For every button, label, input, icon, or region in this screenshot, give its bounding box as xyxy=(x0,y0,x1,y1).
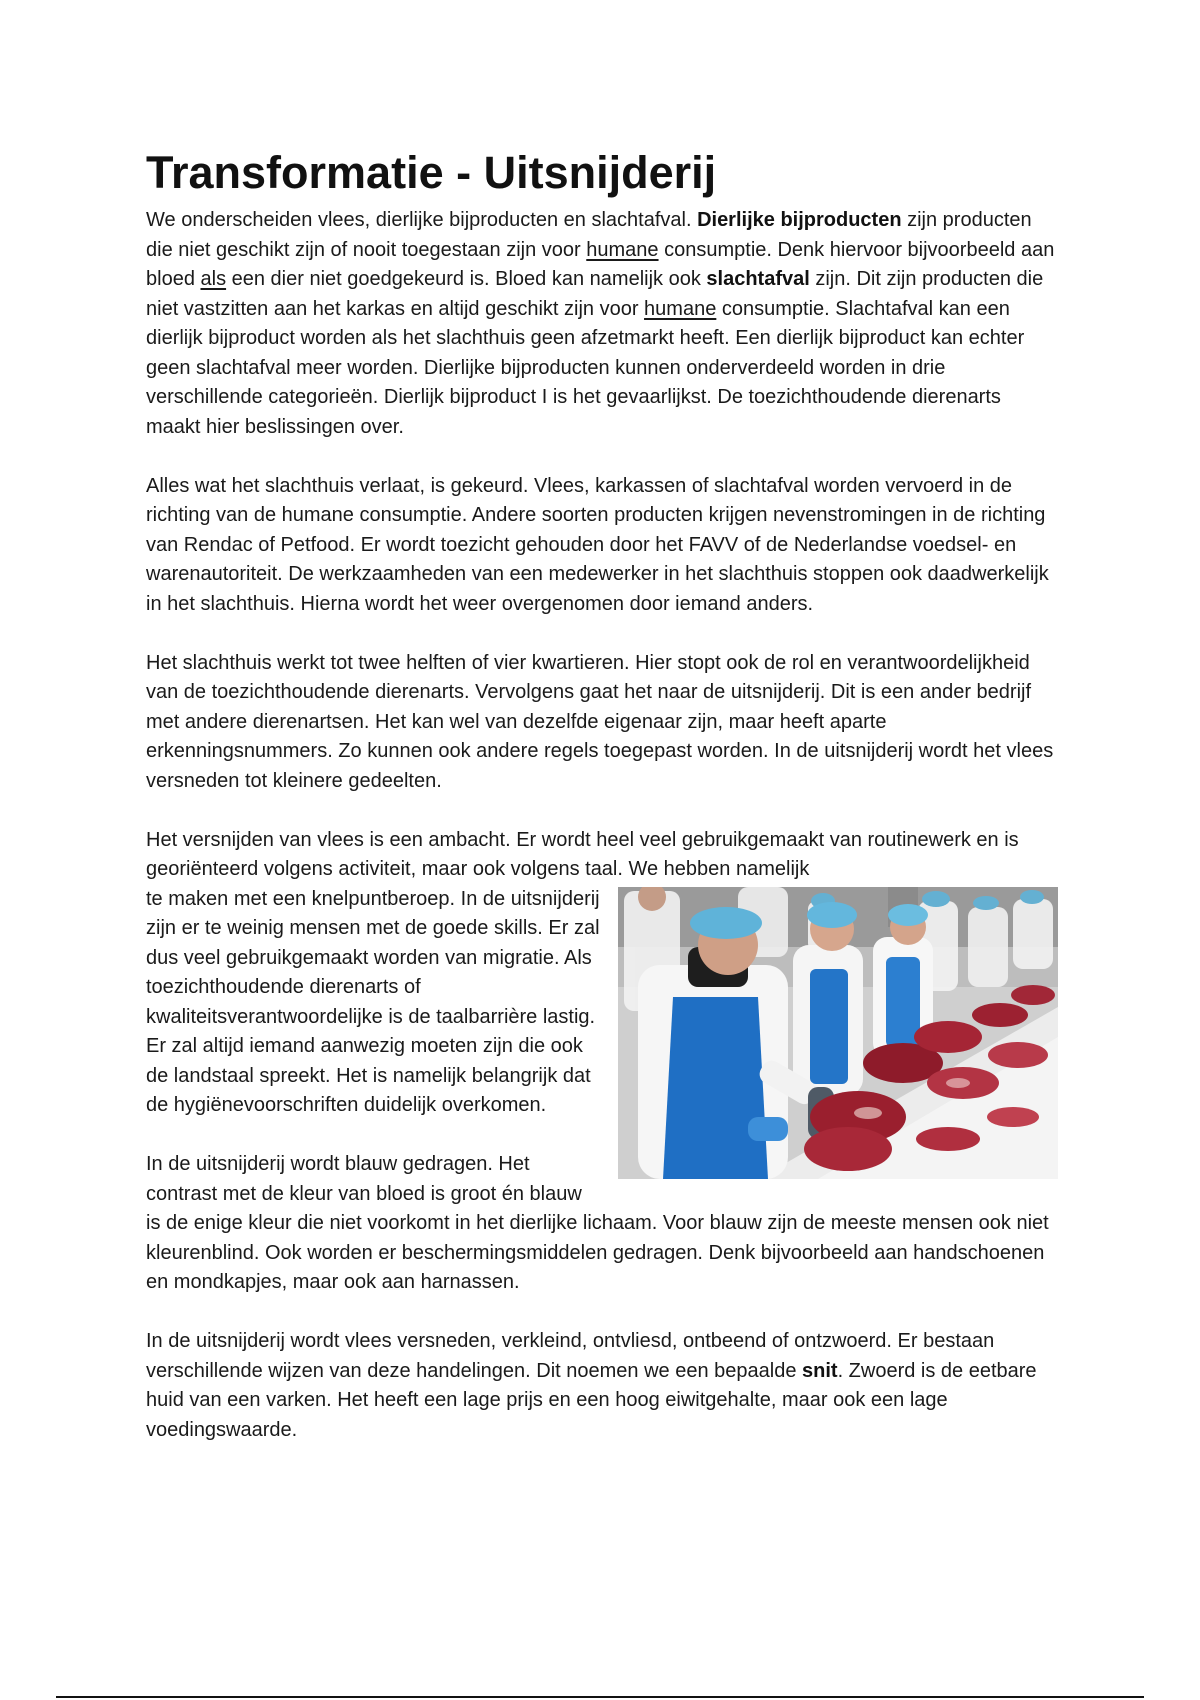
paragraph-keuring: Alles wat het slachthuis verlaat, is gekeurd. Vlees, karkassen of slachtafval worden vervoerd in de richting van de humane consumptie. Andere soorten producten krijgen nevenstromingen in de richting van Rendac of Petfood. Er wordt toezicht gehouden door het FAVV of de Nederlandse voedsel- en warenautoriteit. De werkzaamheden van een medewerker in het slachthuis stoppen ook daadwerkelijk in het slachthuis. Hierna wordt het weer overgenomen door iemand anders. xyxy=(146,474,1049,615)
term-slachtafval: slachtafval xyxy=(706,268,810,290)
underlined-humane: humane xyxy=(586,238,659,261)
paragraph-knelpuntberoep: te maken met een knelpuntberoep. In de uitsnijderij zijn er te weinig mensen met de goede skills. Er zal dus veel gebruikgemaakt worden van migratie. Als toezichthoudende dierenarts of kwaliteitsverantwoordelijke is de taalbarrière lastig. Er zal altijd iemand aanwezig moeten zijn die ook de landstaal spreekt. Het is namelijk belangrijk dat de hygiënevoorschriften duidelijk overkomen. xyxy=(146,887,600,1116)
meat-cutting-photo xyxy=(618,887,1058,1179)
paragraph-snit: In de uitsnijderij wordt vlees versneden, verkleind, ontvliesd, ontbeend of ontzwoerd. Er bestaan verschillende wijzen van deze handelingen. Dit noemen we een bepaalde snit. Zwoerd is de eetbare huid van een varken. Het heeft een lage prijs en een hoog eiwitgehalte, maar ook een lage voedingswaarde. xyxy=(146,1330,1037,1441)
paragraph-byproducts: We onderscheiden vlees, dierlijke bijproducten en slachtafval. Dierlijke bijproducten zijn producten die niet geschikt zijn of nooit toegestaan zijn voor humane consumptie. Denk hiervoor bijvoorbeeld aan bloed als een dier niet goedgekeurd is. Bloed kan namelijk ook slachtafval zijn. Dit zijn producten die niet vastzitten aan het karkas en altijd geschikt zijn voor humane consumptie. Slachtafval kan een dierlijk bijproduct worden als het slachthuis geen afzetmarkt heeft. Een dierlijk bijproduct kan echter geen slachtafval meer worden. Dierlijke bijproducten kunnen onderverdeeld worden in drie verschillende categorieën. Dierlijk bijproduct I is het gevaarlijkst. De toezichthoudende dierenarts maakt hier beslissingen over. xyxy=(146,209,1055,438)
term-dierlijke-bijproducten: Dierlijke bijproducten xyxy=(697,209,902,231)
document-title: Transformatie - Uitsnijderij xyxy=(146,147,717,198)
page-bottom-rule xyxy=(56,1696,1144,1698)
underlined-humane-2: humane xyxy=(644,297,717,320)
underlined-als: als xyxy=(200,268,227,290)
paragraph-ambacht-lead: Het versnijden van vlees is een ambacht. Er wordt heel veel gebruikgemaakt van routinewerk en is georiënteerd volgens activiteit, maar ook volgens taal. We hebben namelijk xyxy=(146,828,1019,880)
term-snit: snit xyxy=(802,1359,838,1382)
paragraph-slachthuis: Het slachthuis werkt tot twee helften of vier kwartieren. Hier stopt ook de rol en verantwoordelijkheid van de toezichthoudende dierenarts. Vervolgens gaat het naar de uitsnijderij. Dit is een ander bedrijf met andere dierenartsen. Het kan wel van dezelfde eigenaar zijn, maar heeft aparte erkenningsnummers. Zo kunnen ook andere regels toegepast worden. In de uitsnijderij wordt het vlees versneden tot kleinere gedeelten. xyxy=(146,651,1054,792)
paragraph-blauw: In de uitsnijderij wordt blauw gedragen. Het contrast met de kleur van bloed is groot én blauw is de enige kleur die niet voorkomt in het dierlijke lichaam. Voor blauw zijn de meeste mensen ook niet kleurenblind. Ook worden er beschermingsmiddelen gedragen. Denk bijvoorbeeld aan handschoenen en mondkapjes, maar ook aan harnassen. xyxy=(146,1153,1049,1293)
document-page xyxy=(146,146,1058,1475)
paragraph-ambacht xyxy=(146,826,1058,885)
